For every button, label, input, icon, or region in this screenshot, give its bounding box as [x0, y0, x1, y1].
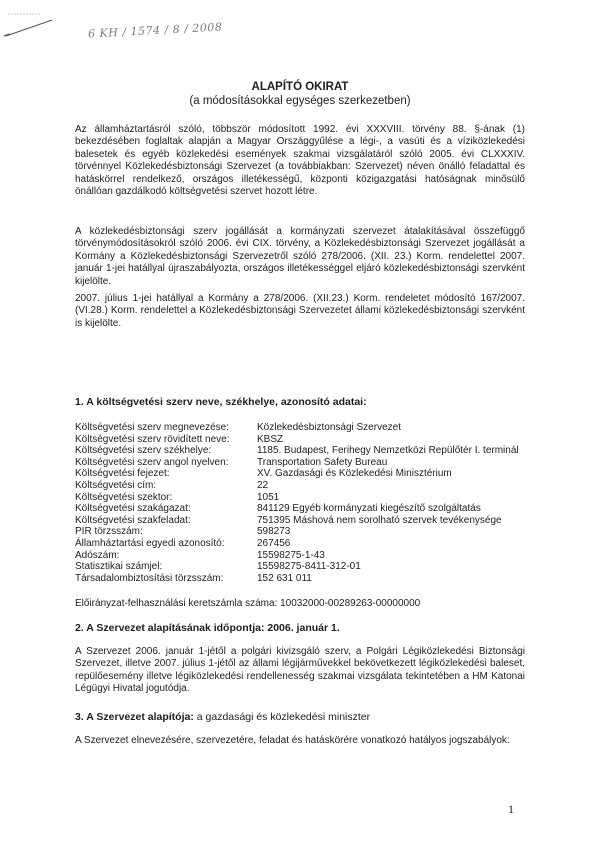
row-value: 15598275-1-43 [257, 549, 325, 561]
table-row [75, 445, 525, 457]
table-row [75, 492, 525, 504]
table-row [75, 550, 525, 562]
row-value: XV. Gazdasági és Közlekedési Minisztérium [257, 468, 452, 480]
intro-paragraph-3: 2007. július 1-jei hatállyal a Kormány a 278/2006. (XII.23.) Korm. rendeletet módosító 167/2007.(VI.28.) Korm. rendelettel a Közlekedésbiztonsági Szervezetet állami közlekedésbiztonsági szervként is kijelölte. [75, 293, 525, 329]
row-label: Költségvetési fejezet: [75, 468, 170, 480]
page-number: 1 [508, 802, 514, 816]
row-label: Költségvetési szakfeladat: [75, 514, 191, 526]
row-value: 1185. Budapest, Ferihegy Nemzetközi Repülőtér I. terminál [257, 445, 519, 457]
row-value: 841129 Egyéb kormányzati kiegészítő szolgáltatás [257, 503, 481, 515]
section-1-heading: 1. A költségvetési szerv neve, székhelye, azonosító adatai: [75, 396, 367, 408]
table-row [75, 526, 525, 538]
section-3-heading-label: 3. A Szervezet alapítója: [75, 711, 194, 723]
row-label: PIR törzsszám: [75, 526, 143, 538]
corner-stamp-mark [0, 0, 70, 40]
section-3-founder: a gazdasági és közlekedési miniszter [193, 711, 371, 723]
row-label: Adószám: [75, 549, 120, 561]
row-label: Költségvetési szerv rövidített neve: [75, 433, 230, 445]
intro-paragraph-1: Az államháztartásról szóló, többször módosított 1992. évi XXXVIII. törvény 88. §-ának (1) bekezdésében foglaltak alapján a Magyar Országgyűlése a légi-, a vasúti és a víziközlekedési balesetek és egyéb közlekedési események szakmai vizsgálatáról szóló 2005. évi CLXXXIV. törvénnyel Közlekedésbiztonsági Szervezet (a továbbiakban: Szervezet) néven önálló feladattal és hatáskörrel rendelkező, országos illetékességű, központi közigazgatási hatóságnak minősülő önállóan gazdálkodó költségvetési szervet hozott létre. [75, 124, 525, 198]
document-title: ALAPÍTÓ OKIRAT [251, 81, 349, 93]
row-value: 152 631 011 [257, 572, 312, 584]
row-value: 22 [257, 479, 269, 491]
row-label: Költségvetési szerv székhelye: [75, 445, 212, 457]
table-row [75, 573, 525, 585]
table-row [75, 468, 525, 480]
row-label: Költségvetési szerv angol nyelven: [75, 456, 229, 468]
table-row [75, 480, 525, 492]
table-row [75, 561, 525, 573]
table-row [75, 457, 525, 469]
row-value: 267456 [257, 537, 291, 549]
row-label: Államháztartási egyedi azonosító: [75, 537, 225, 549]
intro-paragraph-2: A közlekedésbiztonsági szerv jogállását a kormányzati szervezet átalakításával összefüggő törvénymódosításokról szóló 2006. évi CIX. törvény, a Közlekedésbiztonsági Szervezet jogállását a Kormány a Közlekedésbiztonsági Szervezetről szóló 278/2006. (XII. 23.) Korm. rendelettel 2007. január 1-jei hatállyal újraszabályozta, országos illetékességgel eljáró közlekedésbiztonsági szervként kijelölte. [75, 226, 525, 287]
row-label: Költségvetési szerv megnevezése: [75, 422, 229, 433]
row-label: Statisztikai számjel: [75, 561, 163, 573]
table-row [75, 434, 525, 446]
row-value: Transportation Safety Bureau [257, 456, 388, 468]
row-value: 598273 [257, 526, 291, 538]
row-value: Közlekedésbiztonsági Szervezet [257, 422, 401, 433]
row-value: 1051 [257, 491, 280, 503]
table-row [75, 515, 525, 527]
row-label: Társadalombiztosítási törzsszám: [75, 572, 224, 584]
row-label: Költségvetési szakágazat: [75, 503, 191, 515]
row-value: 751395 Máshová nem sorolható szervek tevékenysége [257, 514, 502, 526]
row-label: Költségvetési szektor: [75, 491, 173, 503]
section-2-heading: 2. A Szervezet alapításának időpontja: 2006. január 1. [75, 622, 340, 634]
row-label: Költségvetési cím: [75, 479, 157, 491]
table-row [75, 503, 525, 515]
row-value: 15598275-8411-312-01 [257, 561, 361, 573]
identification-table [75, 422, 525, 584]
section-2-paragraph: A Szervezet 2006. január 1-jétől a polgári kivizsgáló szerv, a Polgári Légiközlekedési Biztonsági Szervezet, illetve 2007. július 1-jétől az állami légijárművekkel bekövetkezett légiközlekedési baleset, repülőesemény illetve légiközlekedési rendellenesség szakmai vizsgálata tekintetében a HM Katonai Légügyi Hivatal jogutódja. [75, 646, 525, 695]
table-row [75, 422, 525, 434]
table-row [75, 538, 525, 550]
row-value: KBSZ [257, 433, 284, 445]
document-title-block [0, 80, 600, 108]
section-3-heading [75, 711, 525, 724]
document-subtitle: (a módosításokkal egységes szerkezetben) [189, 95, 411, 107]
section-3-paragraph: A Szervezet elnevezésére, szervezetére, feladat és hatáskörére vonatkozó hatályos jogszabályok: [75, 735, 510, 746]
handwritten-reference: 6 KH / 1574 / 8 / 2008 [87, 20, 223, 41]
account-number-line: Előirányzat-felhasználási keretszámla száma: 10032000-00289263-00000000 [75, 598, 421, 609]
